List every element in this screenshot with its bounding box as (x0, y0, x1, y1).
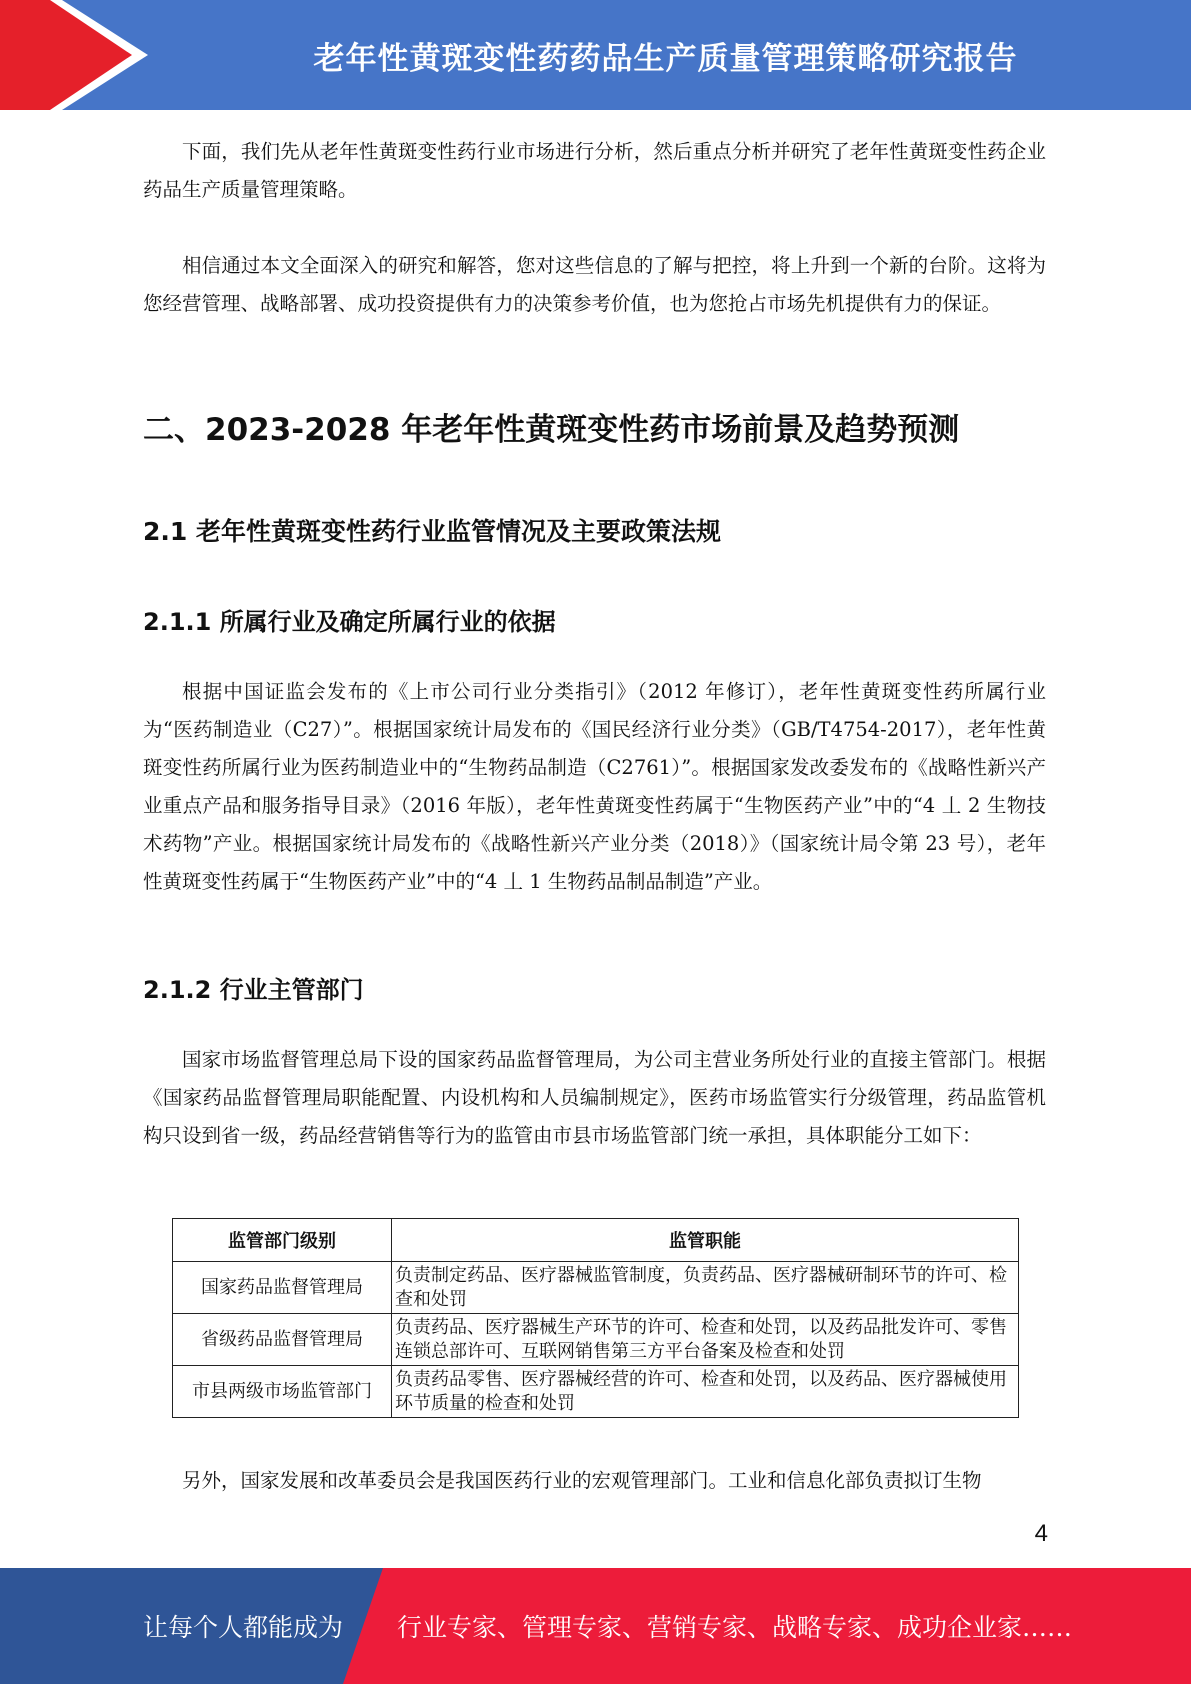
page-number: 4 (1034, 1520, 1048, 1547)
table-cell-duty: 负责药品、医疗器械生产环节的许可、检查和处罚，以及药品批发许可、零售连锁总部许可、互联网销售第三方平台备案及检查和处罚 (392, 1314, 1019, 1366)
table-cell-level: 省级药品监督管理局 (173, 1314, 392, 1366)
intro-paragraph-1: 下面，我们先从老年性黄斑变性药行业市场进行分析，然后重点分析并研究了老年性黄斑变性药企业药品生产质量管理策略。 (143, 140, 1046, 201)
table-header-cell: 监管职能 (392, 1219, 1019, 1262)
table-row (173, 1314, 1019, 1366)
table-cell-level: 市县两级市场监管部门 (173, 1366, 392, 1418)
footer-slogan-left: 让每个人都能成为 (143, 1613, 344, 1642)
regulation-table (172, 1218, 1019, 1418)
table-cell-duty: 负责制定药品、医疗器械监管制度，负责药品、医疗器械研制环节的许可、检查和处罚 (392, 1262, 1019, 1314)
table-header-cell: 监管部门级别 (173, 1219, 392, 1262)
page-footer (0, 1568, 1191, 1684)
page-header (0, 0, 1191, 110)
section-heading: 二、2023-2028 年老年性黄斑变性药市场前景及趋势预测 (143, 412, 960, 448)
subsection-heading: 2.1 老年性黄斑变性药行业监管情况及主要政策法规 (143, 517, 721, 546)
intro-paragraph-2: 相信通过本文全面深入的研究和解答，您对这些信息的了解与把控，将上升到一个新的台阶。这将为您经营管理、战略部署、成功投资提供有力的决策参考价值，也为您抢占市场先机提供有力的保证。 (143, 254, 1046, 315)
industry-classification-paragraph: 根据中国证监会发布的《上市公司行业分类指引》（2012 年修订），老年性黄斑变性药所属行业为“医药制造业（C27）”。根据国家统计局发布的《国民经济行业分类》（GB/T4754-2017），老年性黄斑变性药所属行业为医药制造业中的“生物药品制造（C2761）”。根据国家发改委发布的《战略性新兴产业重点产品和服务指导目录》（2016 年版），老年性黄斑变性药属于“生物医药产业”中的“4 丄 2 生物技术药物”产业。根据国家统计局发布的《战略性新兴产业分类（2018）》（国家统计局令第 23 号），老年性黄斑变性药属于“生物医药产业”中的“4 丄 1 生物药品制品制造”产业。 (143, 680, 1046, 893)
regulator-paragraph: 国家市场监督管理总局下设的国家药品监督管理局，为公司主营业务所处行业的直接主管部门。根据《国家药品监督管理局职能配置、内设机构和人员编制规定》，医药市场监管实行分级管理，药品监管机构只设到省一级，药品经营销售等行为的监管由市县市场监管部门统一承担，具体职能分工如下： (143, 1048, 1046, 1147)
footer-slogan-right: 行业专家、管理专家、营销专家、战略专家、成功企业家…… (397, 1613, 1073, 1642)
subsubsection-heading: 2.1.2 行业主管部门 (143, 976, 364, 1004)
table-cell-level: 国家药品监督管理局 (173, 1262, 392, 1314)
continuation-paragraph: 另外，国家发展和改革委员会是我国医药行业的宏观管理部门。工业和信息化部负责拟订生物 (182, 1469, 982, 1492)
table-header-row (173, 1219, 1019, 1262)
table-row (173, 1366, 1019, 1418)
table-row (173, 1262, 1019, 1314)
subsubsection-heading: 2.1.1 所属行业及确定所属行业的依据 (143, 608, 556, 636)
report-title: 老年性黄斑变性药药品生产质量管理策略研究报告 (313, 40, 1018, 77)
chevron-arrow-icon (0, 0, 160, 110)
table-cell-duty: 负责药品零售、医疗器械经营的许可、检查和处罚，以及药品、医疗器械使用环节质量的检查和处罚 (392, 1366, 1019, 1418)
